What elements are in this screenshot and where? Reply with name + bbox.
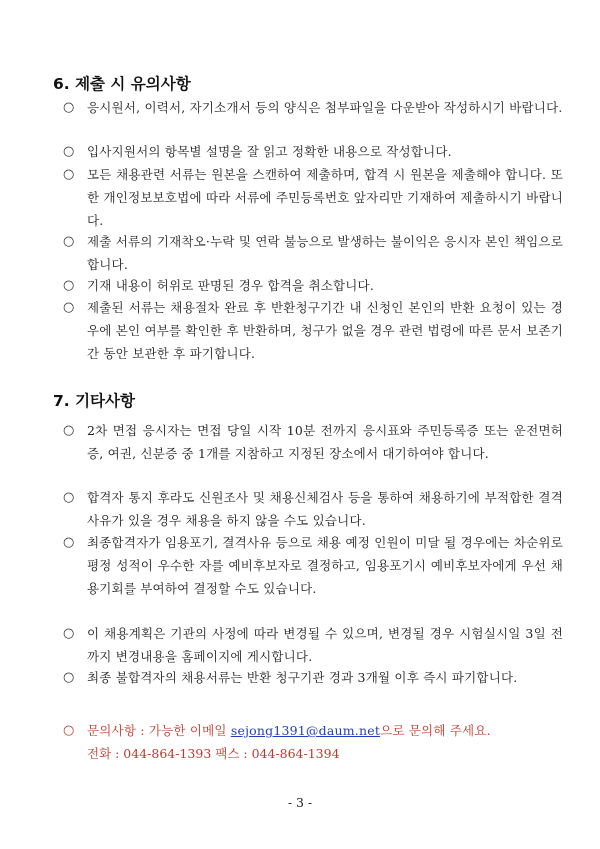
list-item [63, 140, 563, 163]
circle-bullet-icon: ○ [63, 167, 75, 182]
circle-bullet-icon: ○ [63, 300, 75, 315]
list-item-text: 입사지원서의 항목별 설명을 잘 읽고 정확한 내용으로 작성합니다. [87, 144, 452, 159]
list-item-text: 최종합격자가 임용포기, 결격사유 등으로 채용 예정 인원이 미달 될 경우에는 차순위로 평정 성적이 우수한 자를 예비후보자로 결정하고, 임용포기시 예비후보자에게 우선 채용기회를 부여하여 결정할 수도 있습니다. [87, 535, 563, 596]
list-item-text: 응시원서, 이력서, 자기소개서 등의 양식은 첨부파일을 다운받아 작성하시기 바랍니다. [87, 100, 563, 115]
section-6-heading: 6. 제출 시 유의사항 [53, 75, 191, 93]
circle-bullet-icon: ○ [63, 626, 75, 641]
list-item-text: 2차 면접 응시자는 면접 당일 시작 10분 전까지 응시표와 주민등록증 또는 운전면허증, 여권, 신분증 중 1개를 지참하고 지정된 장소에서 대기하여야 합니다. [87, 423, 563, 461]
circle-bullet-icon: ○ [63, 423, 75, 438]
list-item [63, 622, 563, 668]
list-item [63, 666, 563, 689]
circle-bullet-icon: ○ [63, 490, 75, 505]
circle-bullet-icon: ○ [63, 278, 75, 293]
circle-bullet-icon: ○ [63, 723, 75, 738]
contact-item [63, 719, 563, 765]
list-item [63, 486, 563, 532]
list-item [63, 96, 563, 119]
list-item [63, 230, 563, 276]
list-item [63, 274, 563, 297]
contact-suffix: 으로 문의해 주세요. [380, 723, 491, 738]
contact-text [87, 719, 563, 742]
circle-bullet-icon: ○ [63, 234, 75, 249]
list-item-text: 모든 채용관련 서류는 원본을 스캔하여 제출하며, 합격 시 원본을 제출해야 합니다. 또한 개인정보보호법에 따라 서류에 주민등록번호 앞자리만 기재하여 제출하시기 바랍니다. [87, 167, 563, 228]
list-item [63, 163, 563, 232]
list-item [63, 531, 563, 600]
phone-fax-line: 전화 : 044-864-1393 팩스 : 044-864-1394 [87, 746, 340, 761]
list-item [63, 419, 563, 465]
email-link[interactable]: sejong1391@daum.net [230, 723, 381, 738]
list-item [63, 296, 563, 365]
page-number: - 3 - [287, 795, 313, 810]
section-7-heading: 7. 기타사항 [53, 392, 135, 410]
list-item-text: 합격자 통지 후라도 신원조사 및 채용신체검사 등을 통하여 채용하기에 부적합한 결격사유가 있을 경우 채용을 하지 않을 수도 있습니다. [87, 490, 563, 528]
list-item-text: 이 채용계획은 기관의 사정에 따라 변경될 수 있으며, 변경될 경우 시험실시일 3일 전까지 변경내용을 홈페이지에 게시합니다. [87, 626, 563, 664]
list-item-text: 제출 서류의 기재착오·누락 및 연락 불능으로 발생하는 불이익은 응시자 본인 책임으로 합니다. [87, 234, 563, 272]
circle-bullet-icon: ○ [63, 144, 75, 159]
circle-bullet-icon: ○ [63, 100, 75, 115]
circle-bullet-icon: ○ [63, 535, 75, 550]
list-item-text: 제출된 서류는 채용절차 완료 후 반환청구기간 내 신청인 본인의 반환 요청이 있는 경우에 본인 여부를 확인한 후 반환하며, 청구가 없을 경우 관련 법령에 따른 문서 보존기간 동안 보관한 후 파기합니다. [87, 300, 563, 361]
list-item-text: 기재 내용이 허위로 판명된 경우 합격을 취소합니다. [87, 278, 374, 293]
list-item-text: 최종 불합격자의 채용서류는 반환 청구기관 경과 3개월 이후 즉시 파기합니다. [87, 670, 518, 685]
circle-bullet-icon: ○ [63, 670, 75, 685]
contact-prefix: 문의사항 : 가능한 이메일 [87, 723, 231, 738]
